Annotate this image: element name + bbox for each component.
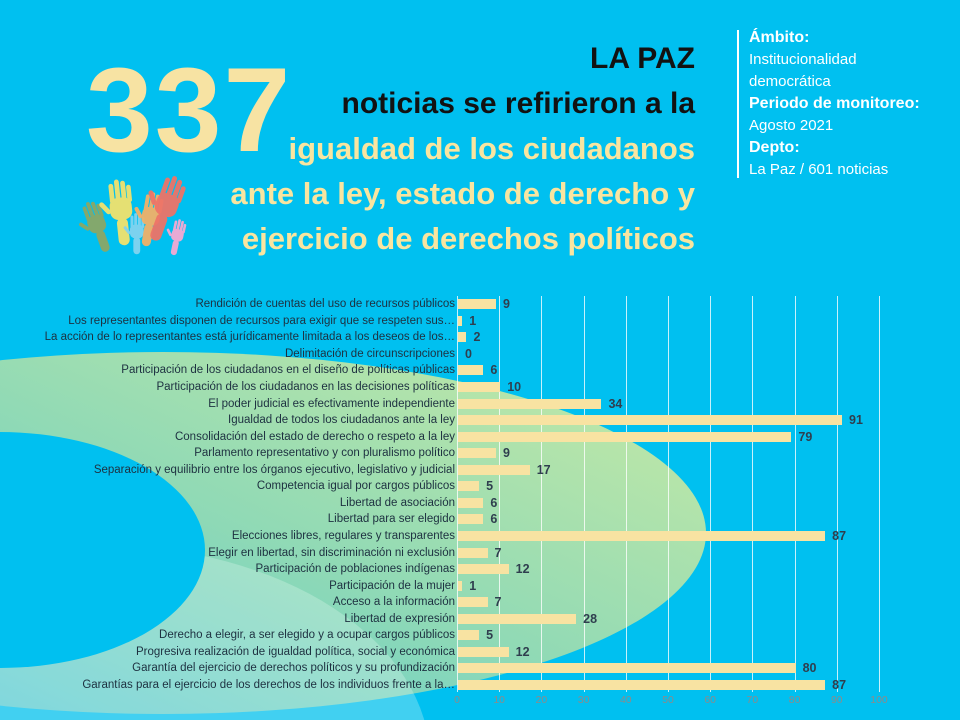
headline-line: LA PAZ: [590, 42, 695, 75]
x-tick-label: 0: [454, 694, 460, 706]
bar: [458, 365, 483, 375]
value-label: 9: [502, 297, 510, 312]
category-label: Separación y equilibrio entre los órganos ejecutivo, legislativo y judicial: [93, 463, 455, 476]
bar: [458, 564, 509, 574]
chart-row: [0, 660, 960, 677]
chart-row: [0, 445, 960, 462]
bar: [458, 481, 479, 491]
bar: [458, 597, 488, 607]
chart-row: [0, 561, 960, 578]
chart-row: [0, 462, 960, 479]
bar: [458, 581, 462, 591]
chart-row: [0, 296, 960, 313]
value-label: 87: [832, 677, 847, 692]
category-label: El poder judicial es efectivamente independiente: [208, 397, 455, 410]
bar: [458, 498, 483, 508]
category-label: Competencia igual por cargos públicos: [256, 480, 455, 493]
x-tick-label: 90: [830, 694, 843, 706]
category-label: Libertad de expresión: [344, 612, 455, 625]
value-label: 17: [536, 462, 551, 477]
category-label: Rendición de cuentas del uso de recursos públicos: [195, 298, 455, 311]
category-label: Parlamento representativo y con pluralismo político: [194, 447, 455, 460]
info-label: Depto:: [749, 139, 800, 156]
value-label: 6: [490, 512, 498, 527]
x-tick-label: 20: [535, 694, 548, 706]
value-label: 80: [802, 661, 817, 676]
value-label: 79: [798, 429, 813, 444]
value-label: 6: [490, 495, 498, 510]
chart-row: [0, 511, 960, 528]
x-tick-label: 70: [746, 694, 759, 706]
chart-row: [0, 428, 960, 445]
category-label: Participación de los ciudadanos en las decisiones políticas: [156, 381, 455, 394]
bar: [458, 415, 842, 425]
bar: [458, 680, 825, 690]
chart-row: [0, 313, 960, 330]
value-label: 87: [832, 528, 847, 543]
bar: [458, 382, 500, 392]
bar: [458, 299, 496, 309]
info-value: Agosto 2021: [749, 117, 834, 134]
x-tick-label: 30: [577, 694, 590, 706]
category-label: Igualdad de todos los ciudadanos ante la ley: [228, 414, 455, 427]
category-label: Derecho a elegir, a ser elegido y a ocupar cargos públicos: [159, 629, 455, 642]
category-label: La acción de lo representantes está jurídicamente limitada a los deseos de los…: [44, 331, 455, 344]
x-tick-label: 40: [619, 694, 632, 706]
chart-row: [0, 495, 960, 512]
category-label: Los representantes disponen de recursos para exigir que se respeten sus…: [68, 314, 455, 327]
category-label: Garantías para el ejercicio de los derechos de los individuos frente a la…: [82, 678, 455, 691]
bar: [458, 514, 483, 524]
category-label: Garantía del ejercicio de derechos políticos y su profundización: [132, 662, 455, 675]
value-label: 7: [494, 595, 502, 610]
value-label: 7: [494, 545, 502, 560]
bar: [458, 647, 509, 657]
category-label: Acceso a la información: [332, 596, 455, 609]
value-label: 6: [490, 363, 498, 378]
chart-row: [0, 644, 960, 661]
value-label: 2: [473, 330, 481, 345]
headline-line: noticias se refirieron a la: [341, 87, 695, 120]
bar: [458, 614, 576, 624]
chart-row: [0, 610, 960, 627]
bar: [458, 448, 496, 458]
chart-row: [0, 478, 960, 495]
value-label: 5: [486, 479, 494, 494]
chart-row: [0, 412, 960, 429]
value-label: 10: [507, 380, 522, 395]
chart-row: [0, 577, 960, 594]
chart-row: [0, 379, 960, 396]
x-tick-label: 60: [704, 694, 717, 706]
info-label: Ámbito:: [749, 29, 810, 46]
category-label: Delimitación de circunscripciones: [284, 347, 455, 360]
bar: [458, 465, 530, 475]
category-label: Libertad de asociación: [339, 496, 455, 509]
chart-row: [0, 677, 960, 694]
info-value: La Paz / 601 noticias: [749, 161, 889, 178]
headline-line: ante la ley, estado de derecho y: [230, 176, 695, 211]
x-tick-label: 100: [870, 694, 888, 706]
value-label: 5: [486, 628, 494, 643]
chart-row: [0, 594, 960, 611]
value-label: 0: [465, 346, 472, 361]
bar: [458, 332, 466, 342]
bar: [458, 316, 462, 326]
value-label: 12: [515, 562, 530, 577]
x-tick-label: 50: [662, 694, 674, 706]
value-label: 12: [515, 644, 530, 659]
info-value: Institucionalidad democrática: [749, 51, 857, 90]
value-label: 1: [469, 578, 477, 593]
bar: [458, 531, 825, 541]
chart-row: [0, 544, 960, 561]
value-label: 28: [583, 611, 598, 626]
headline-line: igualdad de los ciudadanos: [288, 131, 695, 166]
chart-row: [0, 627, 960, 644]
headline-line: ejercicio de derechos políticos: [241, 221, 695, 256]
bar: [458, 399, 601, 409]
value-label: 34: [608, 396, 623, 411]
chart-row: [0, 395, 960, 412]
bar: [458, 663, 796, 673]
category-label: Elecciones libres, regulares y transparentes: [231, 529, 455, 542]
category-label: Progresiva realización de igualdad política, social y económica: [136, 645, 455, 658]
category-label: Libertad para ser elegido: [327, 513, 455, 526]
category-label: Participación de la mujer: [329, 579, 455, 592]
value-label: 1: [469, 313, 477, 328]
chart-row: [0, 346, 960, 363]
headline-count: 337: [86, 43, 293, 177]
value-label: 91: [849, 413, 863, 428]
bar: [458, 548, 488, 558]
bar: [458, 630, 479, 640]
bar: [458, 432, 791, 442]
category-label: Elegir en libertad, sin discriminación ni exclusión: [208, 546, 455, 559]
chart-row: [0, 528, 960, 545]
chart-row: [0, 329, 960, 346]
x-tick-label: 80: [788, 694, 801, 706]
info-label: Periodo de monitoreo:: [749, 95, 920, 112]
chart-row: [0, 362, 960, 379]
category-label: Consolidación del estado de derecho o respeto a la ley: [174, 430, 455, 443]
category-label: Participación de los ciudadanos en el diseño de políticas públicas: [121, 364, 455, 377]
value-label: 9: [502, 446, 510, 461]
category-label: Participación de poblaciones indígenas: [255, 563, 455, 576]
x-tick-label: 10: [493, 694, 506, 706]
